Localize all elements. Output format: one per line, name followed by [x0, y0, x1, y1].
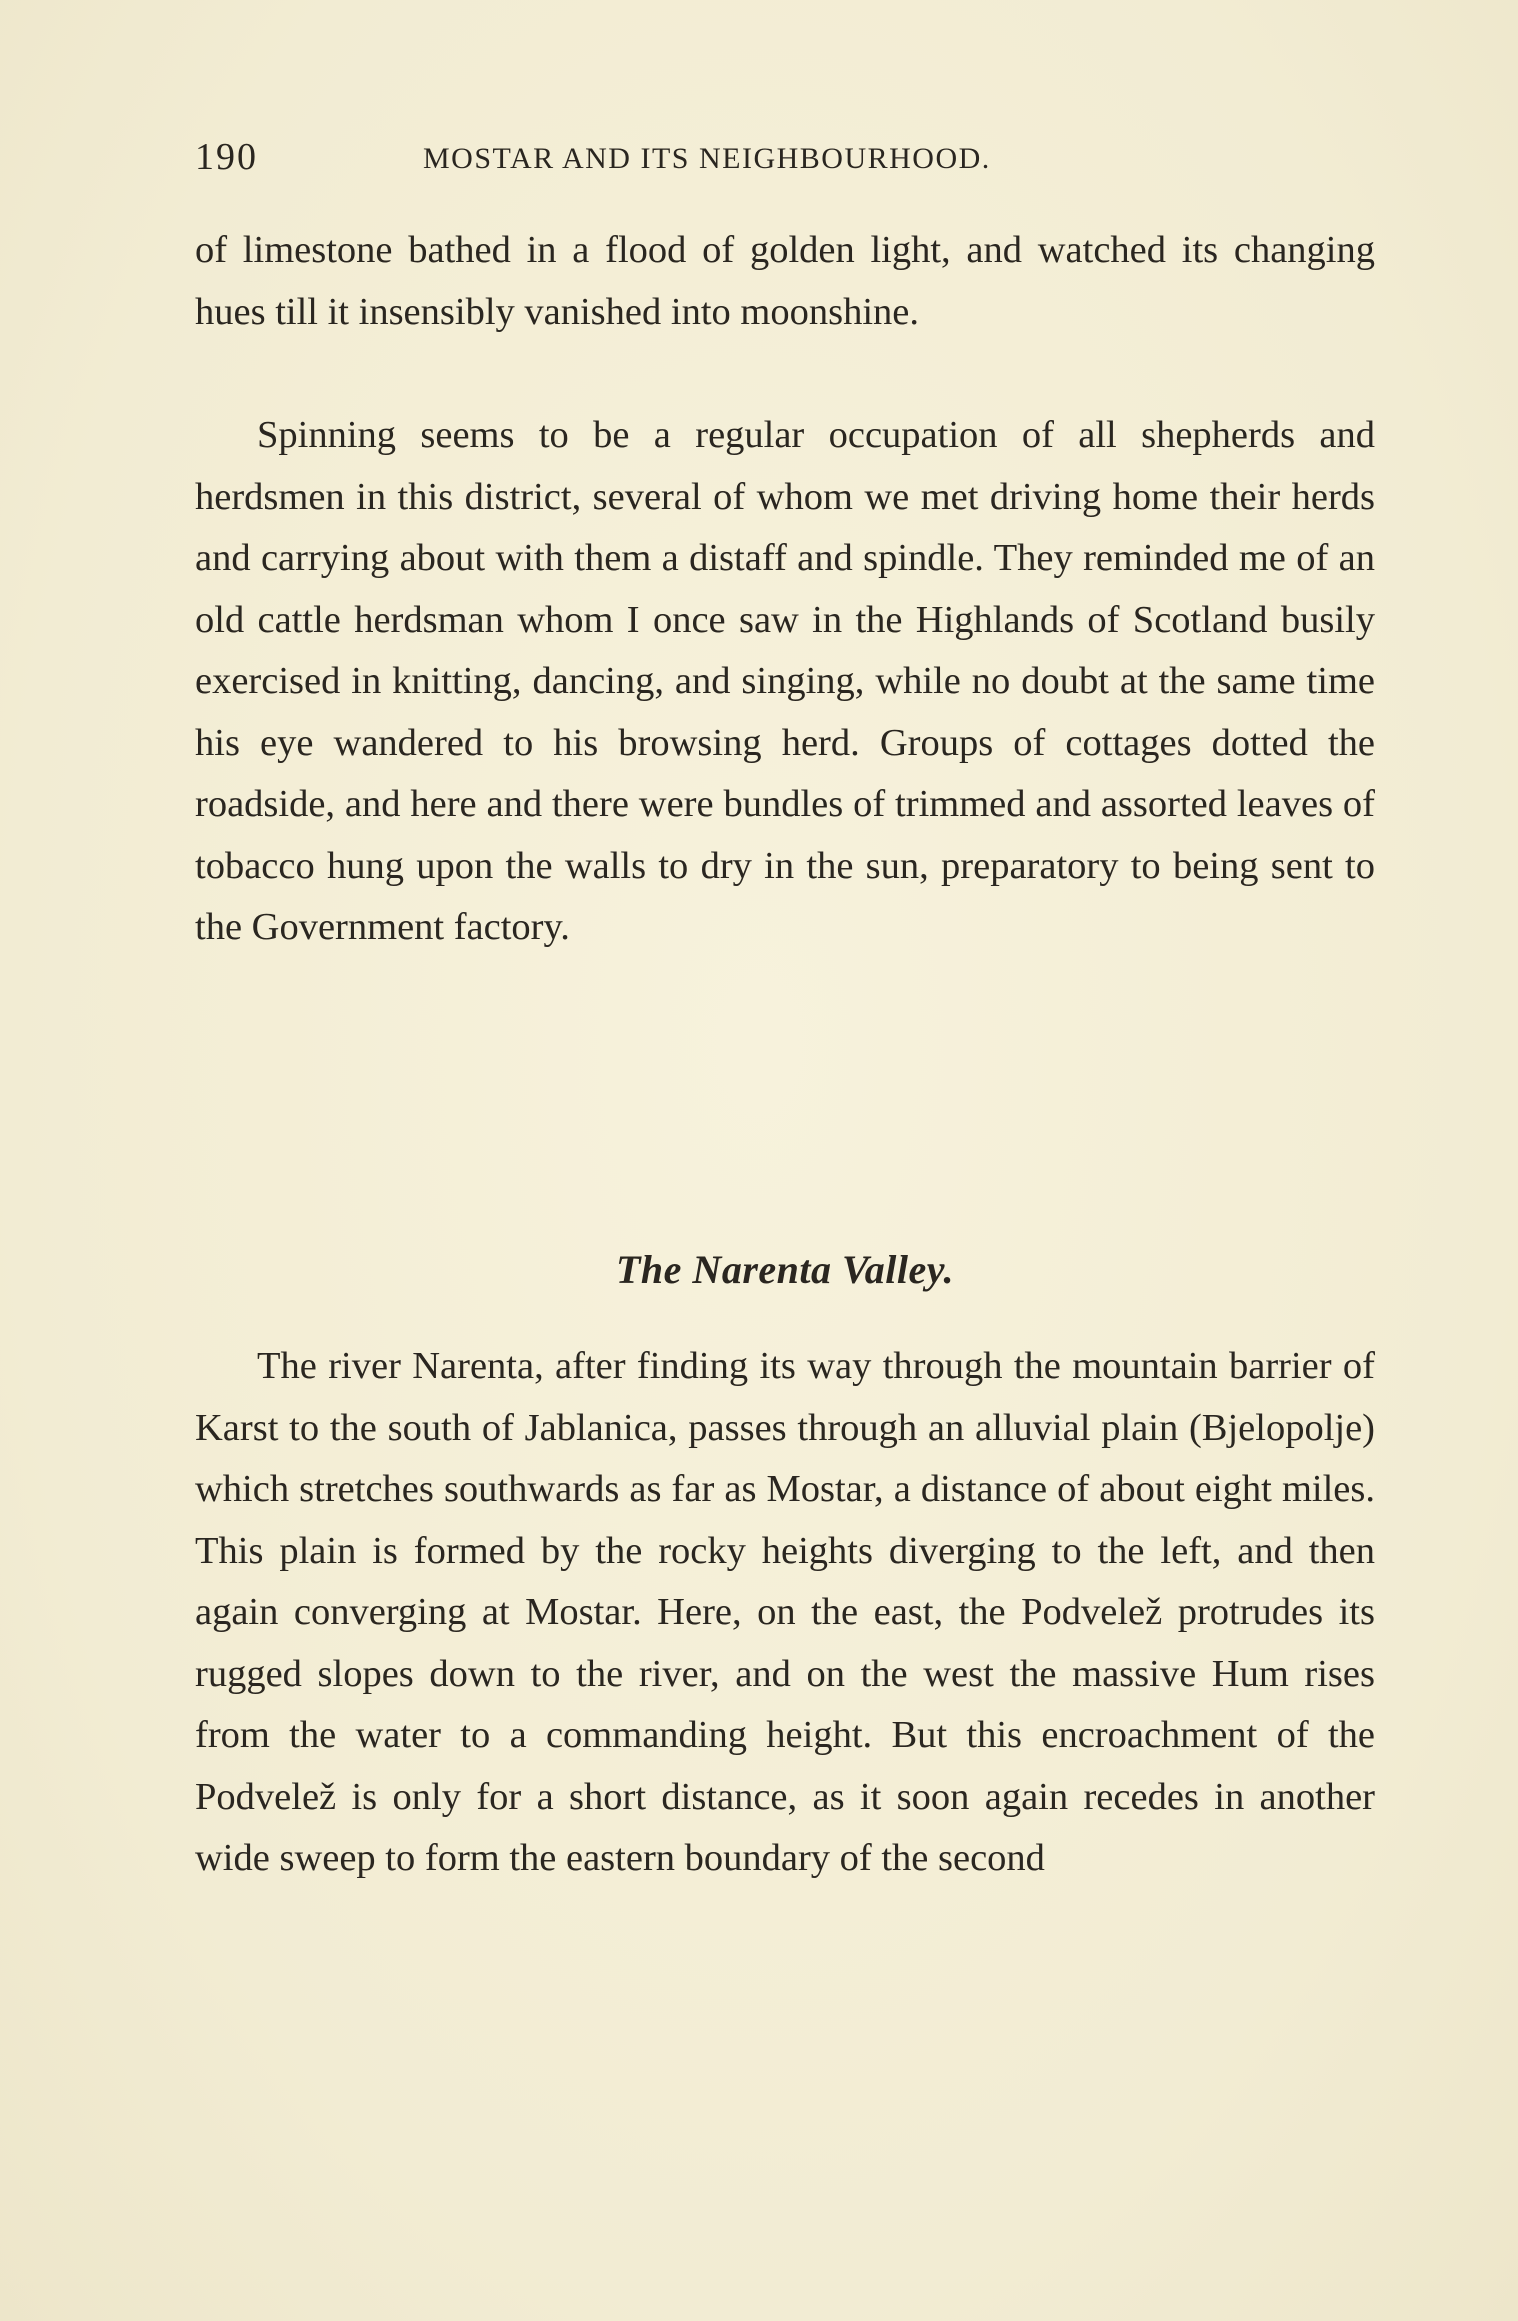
paragraph-spinning: Spinning seems to be a regular occupation of all shepherds and herdsmen in this district, several of whom we met driving home their herds and carrying about with them a distaff and spindle. They reminded me of an old cattle herdsman whom I once saw in the Highlands of Scotland busily exercised in knitting, dancing, and singing, while no doubt at the same time his eye wandered to his browsing herd. Groups of cottages dotted the roadside, and here and there were bundles of trimmed and assorted leaves of tobacco hung upon the walls to dry in the sun, preparatory to being sent to the Government factory. — [195, 414, 1375, 948]
running-title: MOSTAR AND ITS NEIGHBOURHOOD. — [423, 142, 991, 175]
section-heading: The Narenta Valley. — [616, 1247, 954, 1292]
paragraph-continuation: of limestone bathed in a flood of golden light, and watched its changing hues till it insensibly vanished into moonshine. — [195, 229, 1375, 333]
page-header — [195, 132, 1375, 182]
paragraph-narenta: The river Narenta, after finding its way through the mountain barrier of Karst to the south of Jablanica, passes through an alluvial plain (Bjelopolje) which stretches southwards as far as Mostar, a distance of about eight miles. This plain is formed by the rocky heights diverging to the left, and then again converging at Mostar. Here, on the east, the Podvelež protrudes its rugged slopes down to the river, and on the west the massive Hum rises from the water to a commanding height. But this encroachment of the Podvelež is only for a short distance, as it soon again recedes in another wide sweep to form the eastern boundary of the second — [195, 1345, 1375, 1879]
page-number: 190 — [195, 136, 258, 178]
